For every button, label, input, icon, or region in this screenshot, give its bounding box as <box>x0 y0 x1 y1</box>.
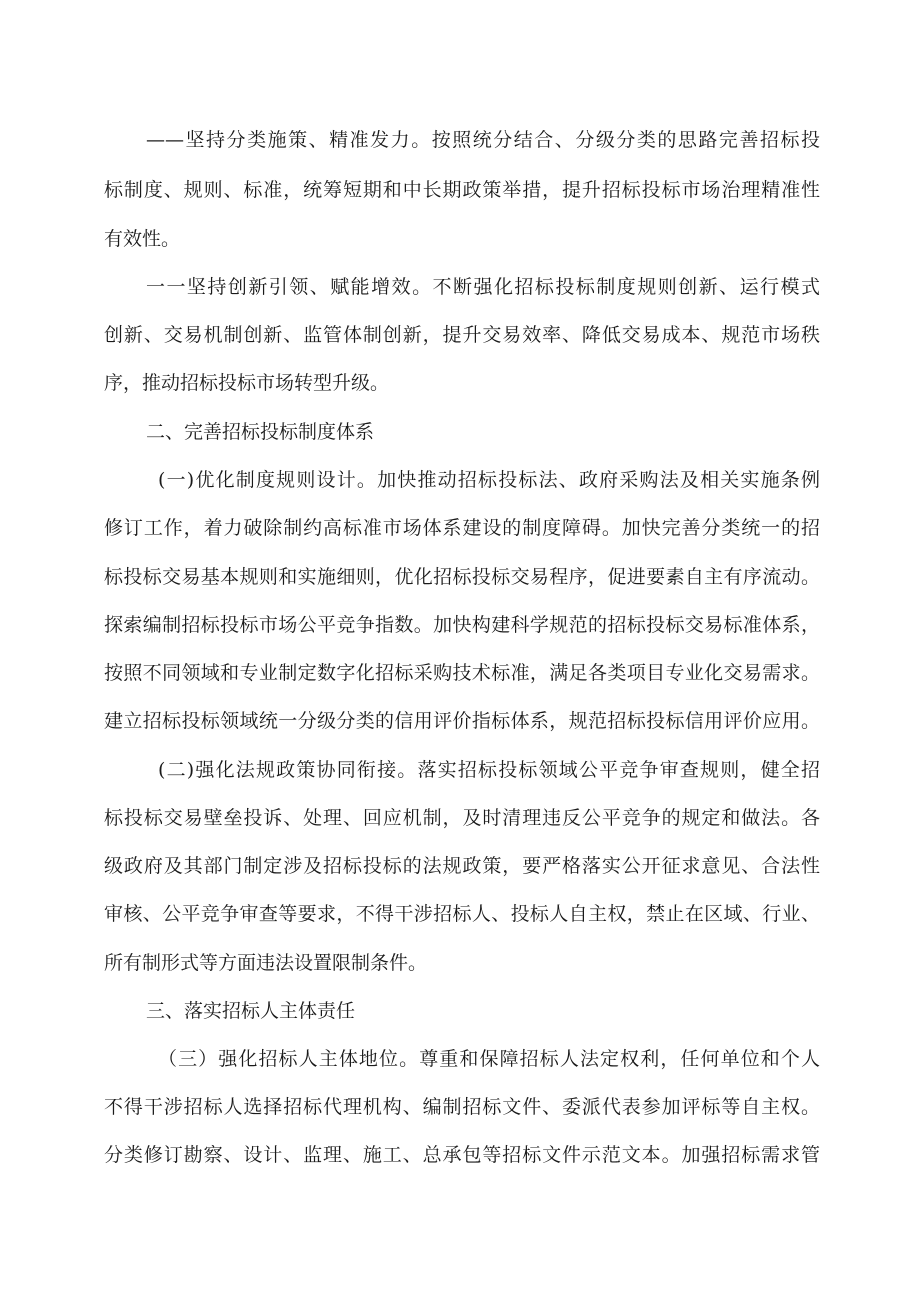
paragraph-line-9: 修订工作，着力破除制约高标准市场体系建设的制度障碍。加快完善分类统一的招 <box>104 517 820 539</box>
paragraph-line-16: 级政府及其部门制定涉及招标投标的法规政策，要严格落实公开征求意见、合法性 <box>104 855 820 877</box>
paragraph-line-18: 所有制形式等方面违法设置限制条件。 <box>104 952 428 974</box>
paragraph-line-8: (一)优化制度规则设计。加快推动招标投标法、政府采购法及相关实施条例 <box>158 469 820 491</box>
paragraph-line-20: （三）强化招标人主体地位。尊重和保障招标人法定权利，任何单位和个人 <box>158 1048 820 1070</box>
paragraph-line-10: 标投标交易基本规则和实施细则，优化招标投标交易程序，促进要素自主有序流动。 <box>104 566 820 588</box>
section-heading-3: 三、落实招标人主体责任 <box>146 1000 356 1022</box>
paragraph-line-1: ——坚持分类施策、精准发力。按照统分结合、分级分类的思路完善招标投 <box>146 129 820 151</box>
paragraph-line-13: 建立招标投标领域统一分级分类的信用评价指标体系，规范招标投标信用评价应用。 <box>104 710 820 732</box>
paragraph-line-14: (二)强化法规政策协同衔接。落实招标投标领域公平竞争审查规则，健全招 <box>158 759 820 781</box>
section-heading-2: 二、完善招标投标制度体系 <box>146 421 375 443</box>
paragraph-line-6: 序，推动招标投标市场转型升级。 <box>104 372 390 394</box>
paragraph-line-22: 分类修订勘察、设计、监理、施工、总承包等招标文件示范文本。加强招标需求管 <box>104 1144 820 1166</box>
paragraph-line-15: 标投标交易壁垒投诉、处理、回应机制，及时清理违反公平竞争的规定和做法。各 <box>104 807 820 829</box>
paragraph-line-2: 标制度、规则、标准，统筹短期和中长期政策举措，提升招标投标市场治理精准性 <box>104 179 820 201</box>
paragraph-line-11: 探索编制招标投标市场公平竞争指数。加快构建科学规范的招标投标交易标准体系， <box>104 614 820 636</box>
paragraph-line-3: 有效性。 <box>104 228 181 250</box>
paragraph-line-4: 一一坚持创新引领、赋能增效。不断强化招标投标制度规则创新、运行模式 <box>146 276 820 298</box>
paragraph-line-12: 按照不同领域和专业制定数字化招标采购技术标准，满足各类项目专业化交易需求。 <box>104 662 820 684</box>
paragraph-line-17: 审核、公平竞争审查等要求，不得干涉招标人、投标人自主权，禁止在区域、行业、 <box>104 903 820 925</box>
paragraph-line-21: 不得干涉招标人选择招标代理机构、编制招标文件、委派代表参加评标等自主权。 <box>104 1096 820 1118</box>
paragraph-line-5: 创新、交易机制创新、监管体制创新，提升交易效率、降低交易成本、规范市场秩 <box>104 324 820 346</box>
